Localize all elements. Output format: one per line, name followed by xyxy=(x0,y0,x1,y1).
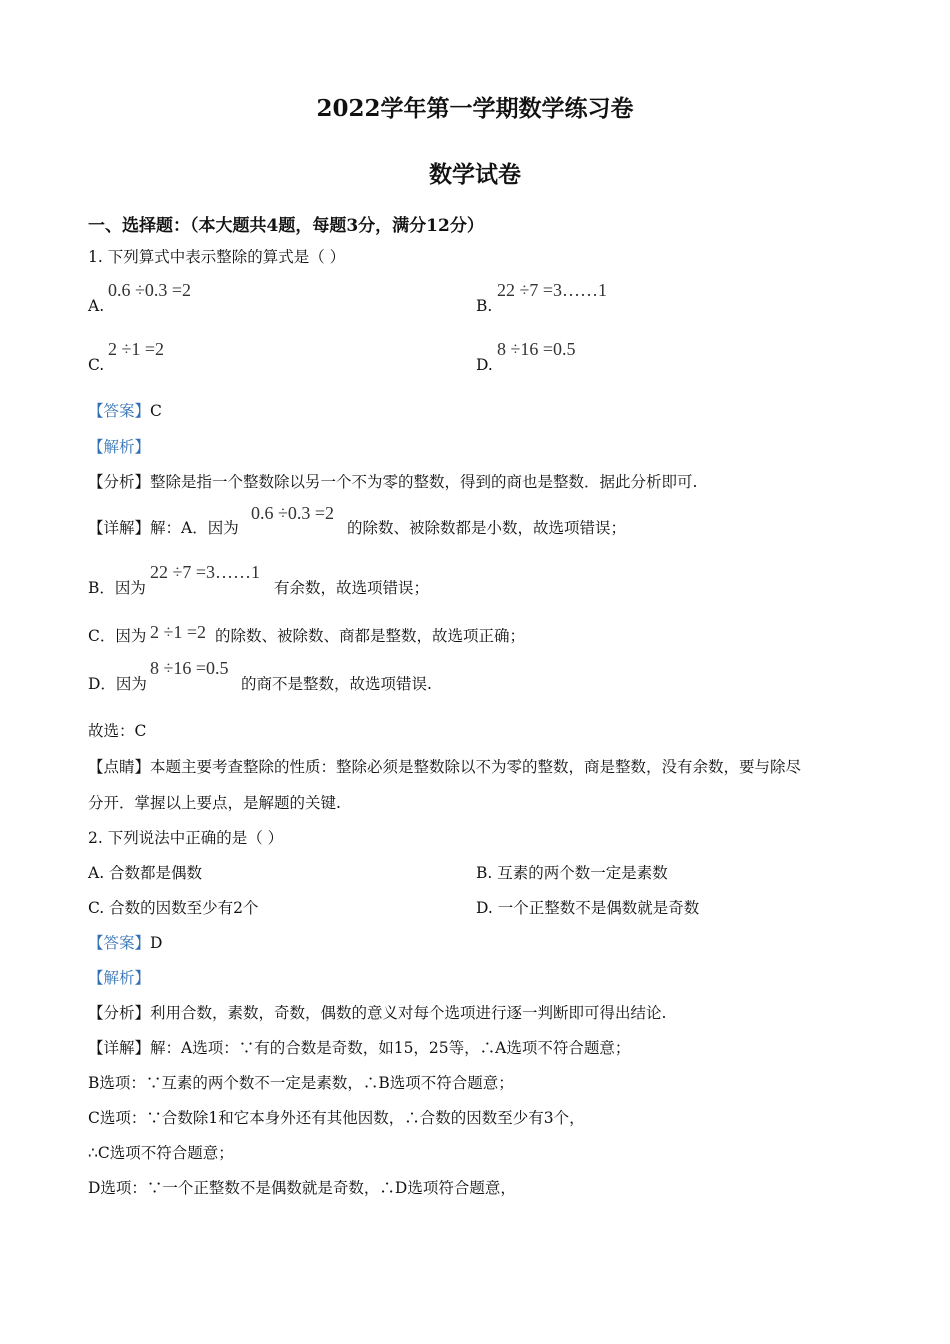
q2-detail-1: 解：A选项：∵有的合数是奇数，如15，25等，∴A选项不符合题意； xyxy=(150,1039,631,1057)
q1-dianjing-tag: 【点睛】 xyxy=(88,758,151,776)
q1-answer-value: C xyxy=(150,402,162,420)
q1-answer-line xyxy=(88,401,162,421)
q1-fenxi-tag: 【分析】 xyxy=(88,473,151,491)
q1-detail-c-pre: C．因为 xyxy=(88,627,147,645)
q2-fenxi-line xyxy=(88,1003,666,1023)
q1-detail-b-pre: B．因为 xyxy=(88,579,146,597)
q1-choose: 故选：C xyxy=(88,722,147,740)
q1-option-d-expr: 8 ÷16 =0.5 xyxy=(497,339,576,359)
q2-option-d: D. 一个正整数不是偶数就是奇数 xyxy=(476,899,700,917)
q1-detail-a-pre: 解：A．因为 xyxy=(150,519,239,537)
q2-option-a: A. 合数都是偶数 xyxy=(88,864,203,882)
q2-xiangjie-tag: 【详解】 xyxy=(88,1039,151,1057)
q1-detail-d-expr: 8 ÷16 =0.5 xyxy=(150,658,229,678)
q1-dianjing-text1: 本题主要考查整除的性质：整除必须是整数除以不为零的整数，商是整数，没有余数，要与除尽 xyxy=(150,758,802,776)
q1-option-c-expr: 2 ÷1 =2 xyxy=(108,339,165,359)
q1-analysis-tag: 【解析】 xyxy=(88,438,151,456)
q2-detail-line1 xyxy=(88,1038,630,1058)
q1-detail-a-line xyxy=(88,518,239,538)
q2-analysis-tag: 【解析】 xyxy=(88,969,151,987)
q2-option-c: C. 合数的因数至少有2个 xyxy=(88,899,259,917)
q2-answer-value: D xyxy=(150,934,163,952)
q2-fenxi-text: 利用合数，素数，奇数，偶数的意义对每个选项进行逐一判断即可得出结论. xyxy=(150,1004,667,1022)
q1-dianjing-line1 xyxy=(88,757,801,777)
q1-detail-b-expr: 22 ÷7 =3……1 xyxy=(150,562,261,582)
question-1-stem: 1. 下列算式中表示整除的算式是（ ） xyxy=(88,248,346,266)
q1-option-a-expr: 0.6 ÷0.3 =2 xyxy=(108,280,192,300)
q2-analysis-line xyxy=(88,968,150,988)
q1-option-a-letter: A. xyxy=(88,297,105,315)
q1-fenxi-text: 整除是指一个整数除以另一个不为零的整数，得到的商也是整数．据此分析即可. xyxy=(150,473,698,491)
q1-answer-tag: 【答案】 xyxy=(88,402,151,420)
q2-option-b: B. 互素的两个数一定是素数 xyxy=(476,864,668,882)
q2-detail-line4: ∴C选项不符合题意； xyxy=(88,1144,234,1162)
q2-fenxi-tag: 【分析】 xyxy=(88,1004,151,1022)
question-2-stem: 2. 下列说法中正确的是（ ） xyxy=(88,829,284,847)
q1-xiangjie-tag: 【详解】 xyxy=(88,519,151,537)
q1-detail-d-pre: D．因为 xyxy=(88,675,147,693)
q1-detail-c-post: 的除数、被除数、商都是整数，故选项正确； xyxy=(215,627,526,645)
q1-analysis-line xyxy=(88,437,150,457)
q1-detail-a-post: 的除数、被除数都是小数，故选项错误； xyxy=(347,519,627,537)
q1-fenxi-line xyxy=(88,472,697,492)
q2-answer-line xyxy=(88,933,162,953)
q2-detail-line3: C选项：∵合数除1和它本身外还有其他因数，∴合数的因数至少有3个， xyxy=(88,1109,585,1127)
q1-option-d-letter: D. xyxy=(476,356,493,374)
q1-detail-c-expr: 2 ÷1 =2 xyxy=(150,622,207,642)
q1-option-c-letter: C. xyxy=(88,356,105,374)
q2-detail-line2: B选项：∵互素的两个数不一定是素数，∴B选项不符合题意； xyxy=(88,1074,514,1092)
q1-option-b-letter: B. xyxy=(476,297,493,315)
page-title: 2022学年第一学期数学练习卷 xyxy=(316,95,634,122)
q1-option-b-expr: 22 ÷7 =3……1 xyxy=(497,280,608,300)
section-heading: 一、选择题：（本大题共4题，每题3分，满分12分） xyxy=(88,216,484,236)
q2-detail-line5: D选项：∵一个正整数不是偶数就是奇数，∴D选项符合题意， xyxy=(88,1179,516,1197)
q2-answer-tag: 【答案】 xyxy=(88,934,151,952)
page-subtitle: 数学试卷 xyxy=(429,161,521,188)
q1-detail-a-expr: 0.6 ÷0.3 =2 xyxy=(251,503,335,523)
q1-detail-b-post: 有余数，故选项错误； xyxy=(274,579,430,597)
q1-detail-d-post: 的商不是整数，故选项错误. xyxy=(241,675,432,693)
q1-dianjing-line2: 分开．掌握以上要点，是解题的关键. xyxy=(88,794,341,812)
